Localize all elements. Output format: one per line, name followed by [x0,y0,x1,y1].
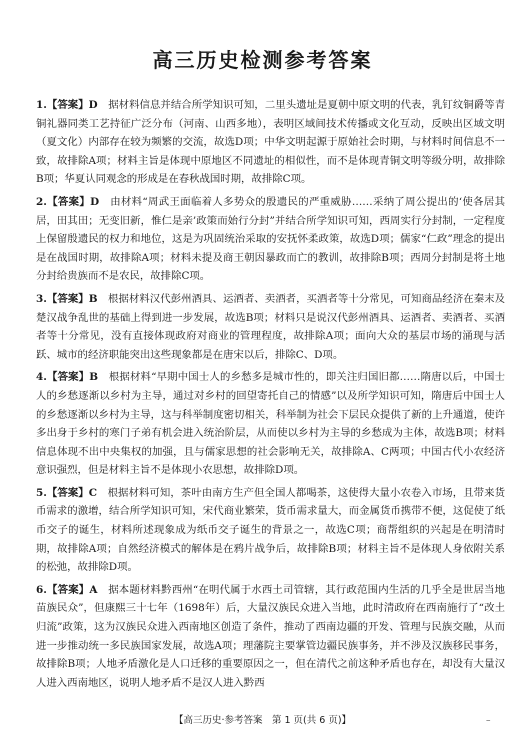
answer-list [36,96,505,696]
question-number: 4. [36,371,47,384]
page-footer: 【高三历史·参考答案 第 1 页(共 6 页)】 [173,715,352,726]
answer-item-5 [36,484,505,577]
question-number: 5. [36,486,47,499]
answer-explanation: 根据材料汉代彭州酒具、运酒者、卖酒者，买酒者等十分常见，可知商品经济在秦末及楚汉战争乱世的基础上得到进一步发展，故选B项；材料只是说汉代彭州酒具、运酒者、卖酒者、买酒者等十分常见，没有直接体现政府对商业的管理程度，故排除A项；面向大众的基层市场的涌现与活跃、城市的经济职能突出这些现象都是在唐宋以后，排除C、D项。 [36,292,505,361]
answer-explanation: 据材料信息并结合所学知识可知，二里头遗址是夏朝中原文明的代表，乳钉纹铜爵等青铜礼器同类工艺持征广泛分布（河南、山西多地），表明区域间技术传播或文化互动，反映出区域文明（夏文化）内部存在较为频繁的交流，故选D项；中华文明起源于原始社会时期，与材料时间信息不一致，故排除A项；材料主旨是体现中原地区不同遗址的相似性，而不是体现青铜文明等级分明，故排除B项；华夏认同观念的形成是在春秋战国时期，故排除C项。 [36,99,506,186]
answer-explanation: 根据材料可知，茶叶由南方生产但全国人都喝茶，这使得大量小农卷入市场，且带来货币需求的激增，结合所学知识可知，宋代商业繁荣，货币需求量大，而金属货币携带不便，这促使了纸币交子的诞生，材料所述现象成为纸币交子诞生的背景之一，故选C项；商帮组织的兴起是在明清时期，故排除A项；自然经济模式的解体是在鸦片战争后，故排除B项；材料主旨不是体现人身依附关系的松弛，故排除D项。 [36,486,505,574]
answer-item-6 [36,581,505,693]
answer-explanation: 由材料“周武王面临着人多势众的殷遗民的严重威胁……采纳了周公提出的‘使各居其居，田其田；无变旧新，惟仁是亲’政策而始行分封”并结合所学知识可知，西周实行分封制，一定程度上保留殷遗民的权力和地位，这是为巩固统治采取的安抚怀柔政策，故选D项；儒家“仁政”理念的提出是在战国时期，故排除A项；材料未提及商王朝因暴政而亡的教训，故排除B项；西周分封制是将土地分封给贵族而不是农民，故排除C项。 [36,195,506,283]
answer-tag: 【答案】A [46,583,98,596]
question-number: 1. [36,99,47,111]
answer-tag: 【答案】D [46,195,100,208]
answer-item-4 [36,368,505,480]
question-number: 2. [36,195,47,208]
answer-tag: 【答案】D [46,99,98,111]
answer-item-2 [36,193,505,286]
answer-explanation: 据本题材料黔西州“在明代属于水西土司管辖，其行政范围内生活的几乎全是世居当地苗族民众”，但康熙三十七年（1698年）后，大量汉族民众进入当地，此时清政府在西南施行了“改土归流”政策，这为汉族民众进入西南地区创造了条件，推动了西南边疆的开发、管理与民族交融，从而进一步推动统一多民族国家发展，故选A项；理藩院主要掌管边疆民族事务，并不涉及汉族移民事务，故排除B项；人地矛盾激化是人口迁移的重要原因之一，但在清代之前这种矛盾也存在，却没有大量汉人进入西南地区，说明人地矛盾不是汉人进入黔西 [36,583,506,689]
answer-tag: 【答案】B [46,371,99,384]
corner-mark: – [486,716,491,726]
answer-item-3 [36,290,505,364]
question-number: 6. [36,583,47,596]
answer-tag: 【答案】B [46,292,98,305]
page-title: 高三历史检测参考答案 [152,48,373,72]
answer-tag: 【答案】C [46,486,98,499]
answer-explanation: 根据材料“早期中国士人的乡愁多是城市性的，即关注归国旧都……隋唐以后，中国士人的乡愁逐渐以乡村为主导，通过对乡村的回望寄托自己的情感”以及所学知识可知，隋唐后中国士人的乡愁逐渐以乡村为主导，这与科举制度密切相关，科举制为社会下层民众提供了新的上升通道，使许多出身于乡村的寒门子弟有机会进入统治阶层，从而使以乡村为主导的乡愁成为主体，故选B项；材料信息体现不出中央集权的加强，且与儒家思想的社会影响无关，故排除A、C两项；中国古代小农经济意识强烈，但是材料主旨不是体现小农思想，故排除D项。 [36,371,505,477]
question-number: 3. [36,292,47,305]
answer-item-1 [36,96,505,189]
